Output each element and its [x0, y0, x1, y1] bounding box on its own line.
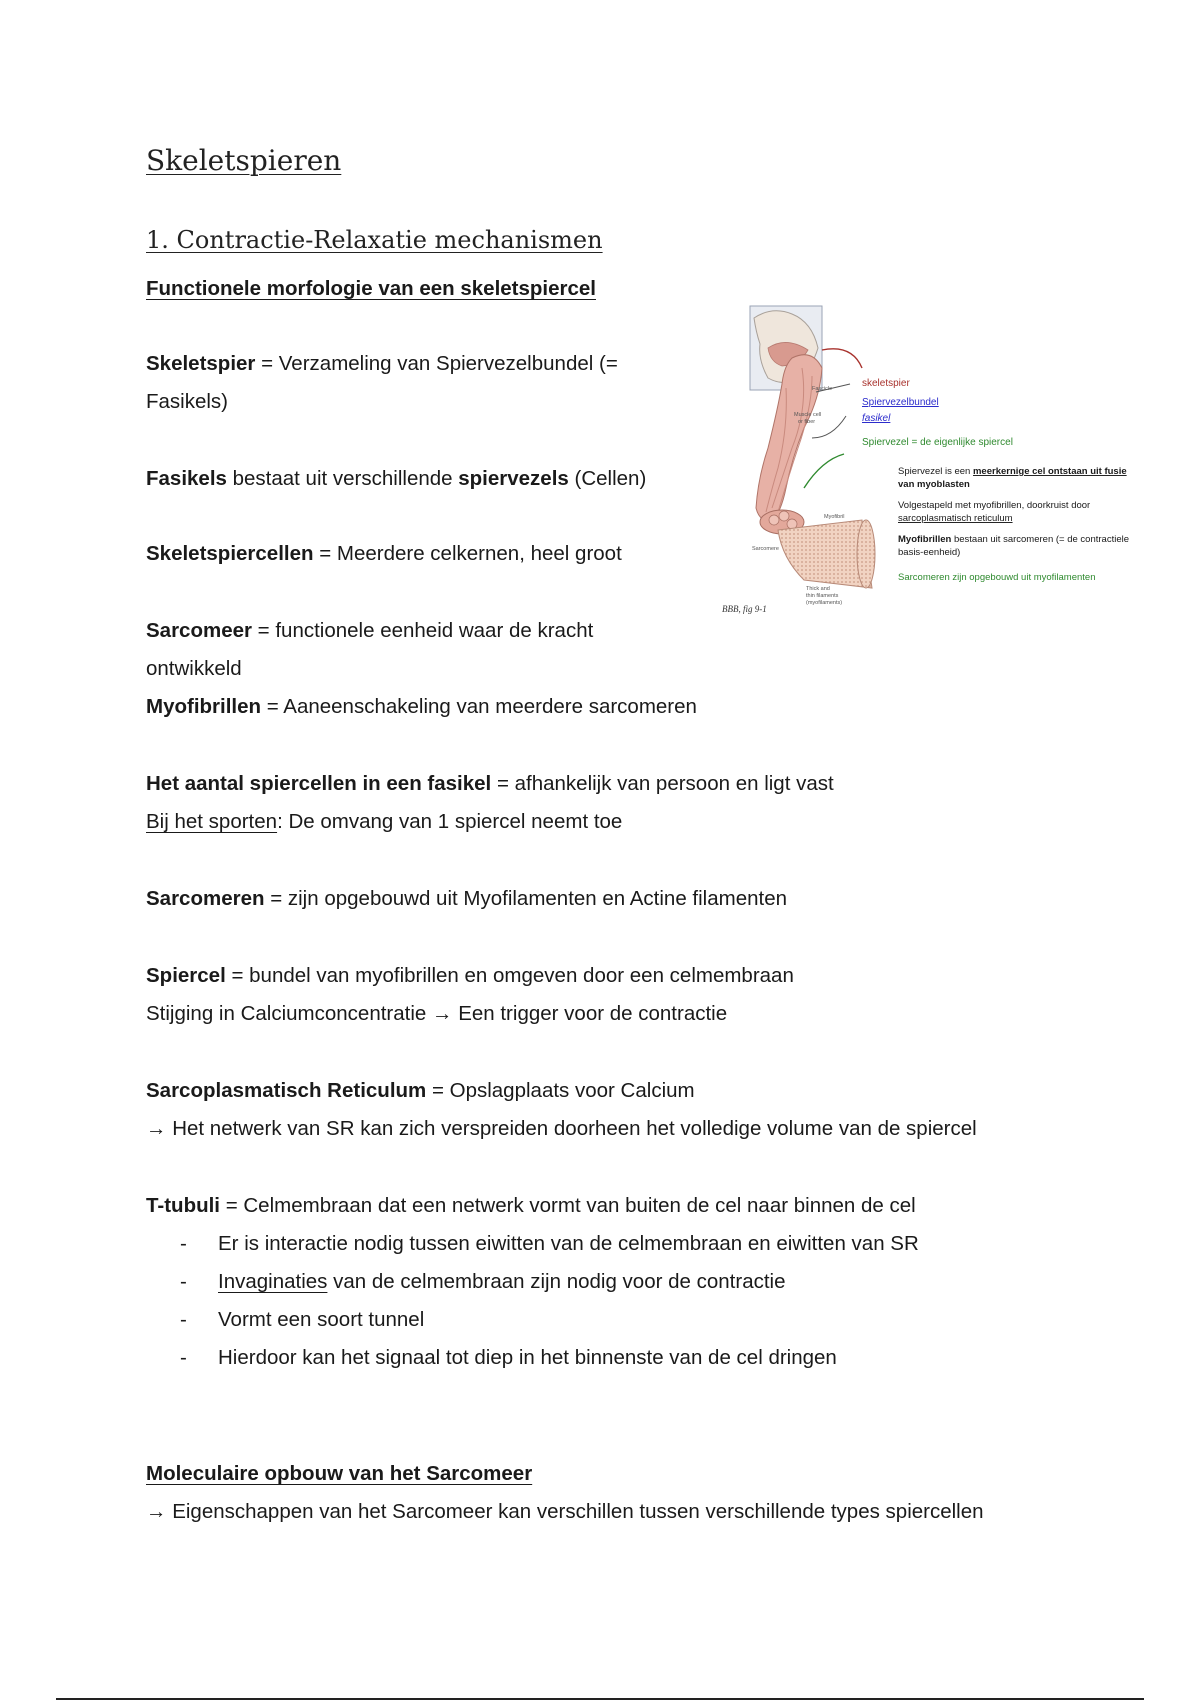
line-sarcomeren: Sarcomeren = zijn opgebouwd uit Myofilamenten en Actine filamenten: [146, 887, 788, 910]
annotation-spiervezelbundel: Spiervezelbundel: [862, 397, 939, 408]
label-or-fiber: or fiber: [798, 419, 816, 425]
line-skeletspier: Skeletspier = Verzameling van Spiervezelbundel (=: [146, 352, 618, 375]
line-t-tubuli: T-tubuli = Celmembraan dat een netwerk vormt van buiten de cel naar binnen de cel: [146, 1194, 916, 1217]
line-sr-netwerk: → Het netwerk van SR kan zich verspreiden doorheen het volledige volume van de spiercel: [146, 1117, 977, 1140]
section-heading: 1. Contractie-Relaxatie mechanismen: [146, 226, 603, 254]
line-sarcomeer-cont: ontwikkeld: [146, 657, 242, 680]
label-thick-thin-3: (myofilaments): [806, 600, 843, 606]
annotation-spiervezel: Spiervezel = de eigenlijke spiercel: [862, 437, 1013, 448]
label-myofibril: Myofibril: [824, 514, 845, 520]
line-sporten: Bij het sporten: De omvang van 1 spiercel neemt toe: [146, 810, 623, 833]
list-item: - Vormt een soort tunnel: [180, 1308, 425, 1331]
subheading-functionele-morfologie: Functionele morfologie van een skeletspiercel: [146, 277, 596, 300]
annotation-skeletspier: skeletspier: [862, 378, 910, 389]
line-spiercel: Spiercel = bundel van myofibrillen en omgeven door een celmembraan: [146, 964, 794, 987]
line-eigenschappen-sarcomeer: → Eigenschappen van het Sarcomeer kan verschillen tussen verschillende types spiercellen: [146, 1500, 984, 1523]
line-aantal-spiercellen: Het aantal spiercellen in een fasikel = afhankelijk van persoon en ligt vast: [146, 772, 834, 795]
muscle-structure-figure: [712, 288, 1186, 622]
line-sarcoplasmatisch-reticulum: Sarcoplasmatisch Reticulum = Opslagplaats voor Calcium: [146, 1079, 695, 1102]
list-item: - Hierdoor kan het signaal tot diep in het binnenste van de cel dringen: [180, 1346, 837, 1369]
line-fasikels: Fasikels bestaat uit verschillende spiervezels (Cellen): [146, 467, 647, 490]
line-sarcomeer: Sarcomeer = functionele eenheid waar de kracht: [146, 619, 594, 642]
annotation-fasikel: fasikel: [862, 413, 891, 424]
note-sarcoplasmatisch: sarcoplasmatisch reticulum: [898, 513, 1013, 524]
line-skeletspiercellen: Skeletspiercellen = Meerdere celkernen, heel groot: [146, 542, 622, 565]
line-myofibrillen: Myofibrillen = Aaneenschakeling van meerdere sarcomeren: [146, 695, 697, 718]
label-sarcomere: Sarcomere: [752, 546, 779, 552]
figure-caption: BBB, fig 9-1: [722, 604, 767, 614]
note-volgestapeld: Volgestapeld met myofibrillen, doorkruist door: [898, 500, 1091, 511]
label-thick-thin-2: thin filaments: [806, 593, 839, 599]
page-title: Skeletspieren: [146, 144, 342, 177]
label-muscle-cell: Muscle cell: [794, 412, 822, 418]
label-fascicle: Fascicle: [812, 386, 833, 392]
line-skeletspier-cont: Fasikels): [146, 390, 229, 413]
list-item: - Er is interactie nodig tussen eiwitten van de celmembraan en eiwitten van SR: [180, 1232, 919, 1255]
list-item: - Invaginaties van de celmembraan zijn nodig voor de contractie: [180, 1270, 786, 1293]
subheading-moleculaire-opbouw: Moleculaire opbouw van het Sarcomeer: [146, 1462, 533, 1485]
label-thick-thin-1: Thick and: [806, 586, 830, 592]
note-myofibrillen: Myofibrillen bestaan uit sarcomeren (= de contractiele: [898, 534, 1130, 545]
note-spiervezel-cont: van myoblasten: [898, 479, 970, 490]
annotation-sarcomeren: Sarcomeren zijn opgebouwd uit myofilamenten: [898, 572, 1096, 583]
note-spiervezel: Spiervezel is een meerkernige cel ontstaan uit fusie: [898, 466, 1127, 477]
line-stijging-calcium: Stijging in Calciumconcentratie → Een trigger voor de contractie: [146, 1002, 728, 1025]
note-basis-eenheid: basis-eenheid): [898, 547, 961, 558]
